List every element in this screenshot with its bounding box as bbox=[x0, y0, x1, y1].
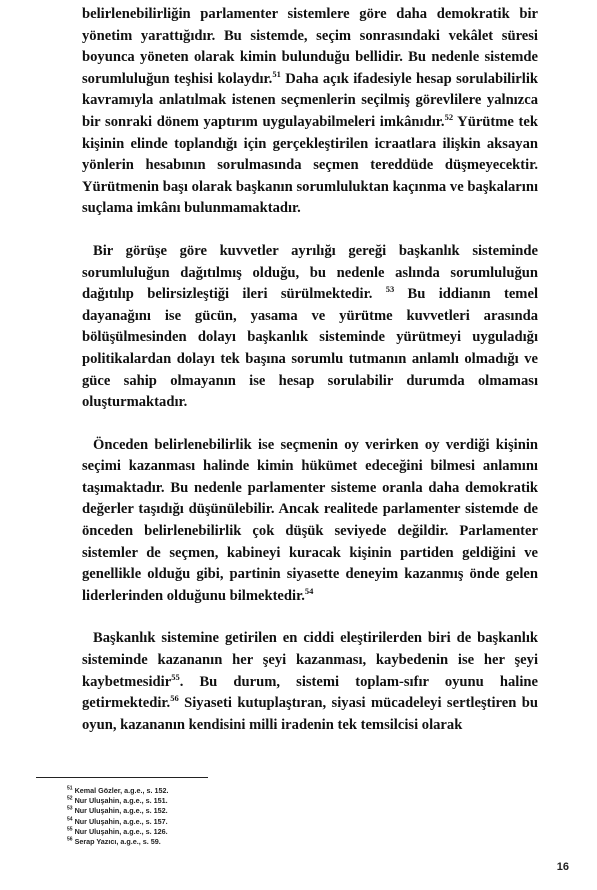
footnote-55 bbox=[67, 827, 168, 837]
footnote-ref: 53 bbox=[385, 284, 395, 295]
footnote-text: Nur Uluşahin, a.g.e., s. 157. bbox=[74, 816, 168, 826]
paragraph-4 bbox=[82, 628, 538, 736]
paragraph-text: Daha açık ifadesiyle hesap sorulabilirlik kavramıyla anlatılmak istenen seçmenlerin seçilmiş görevlilere yalnızca bir sonraki dönem yaptırım uygulayabilmeleri imkânıdır. bbox=[82, 70, 538, 130]
paragraph-text: Bir görüşe göre kuvvetler ayrılığı gereği başkanlık sisteminde sorumluluğun dağıtılmış olduğu, bu nedenle aslında sorumluluğun dağıtılıp belirsizleştiği ileri sürülmektedir. bbox=[82, 242, 538, 303]
footnote-ref: 52 bbox=[444, 112, 454, 123]
paragraph-gap bbox=[82, 414, 538, 435]
footnote-number: 55 bbox=[67, 826, 73, 833]
footnote-53 bbox=[67, 806, 168, 816]
paragraph-text: Yürütme tek kişinin elinde toplandığı için gerçekleştirilen icraatlara ilişkin aksayan yönlerin hesabının sorulmasında seçmen tereddüde düşmeyecektir. Yürütmenin başı olarak başkanın sorumluluktan kaçınma ve başkalarını suçlama imkânı bulunmamaktadır. bbox=[82, 113, 539, 217]
paragraph-gap bbox=[82, 220, 538, 241]
paragraph-gap bbox=[82, 607, 538, 628]
footnote-ref: 51 bbox=[272, 68, 281, 79]
paragraph-text: . Bu durum, sistemi toplam-sıfır oyunu haline getirmektedir. bbox=[82, 673, 538, 712]
paragraph-text: Önceden belirlenebilirlik ise seçmenin oy verirken oy verdiği kişinin seçimi kazanması halinde kimin hükümet edeceğini bilmesi anlamını taşımaktadır. Bu nedenle parlamenter sisteme oranla daha demokratik değerler taşıdığı düşünülebilir. Ancak realitede parlamenter sistemde de önceden belirlenebilirlik çok düşük seviyede değildir. Parlamenter sistemler de seçmen, kabineyi kuracak kişinin partiden geldiğini ve genellikle olduğu gibi, partinin siyasette deneyim kazanmış önde gelen liderlerinden olduğunu bilmektedir. bbox=[82, 436, 538, 604]
footnote-52 bbox=[67, 796, 168, 806]
footnote-ref: 55 bbox=[171, 671, 180, 682]
footnote-separator bbox=[36, 777, 208, 778]
footnote-number: 54 bbox=[67, 816, 73, 823]
footnote-number: 56 bbox=[67, 836, 73, 843]
paragraph-text: Bu iddianın temel dayanağını ise gücün, yasama ve yürütme kuvvetleri arasında bölüşülmesinden dolayı başkanlık sisteminde yürütmeyi uyguladığı politikalardan dolayı tek başına sorumlu tutmanın anlamlı olmadığı ve güce sahip olmayanın ise hesap sorulabilir durumda olmaması oluşturmaktadır. bbox=[82, 286, 538, 411]
paragraph-text: Başkanlık sistemine getirilen en ciddi eleştirilerden biri de başkanlık sisteminde kazananın her şeyi kazanması, kaybedenin ise her şeyi kaybetmesidir bbox=[82, 630, 538, 690]
footnote-text: Serap Yazıcı, a.g.e., s. 59. bbox=[74, 837, 161, 847]
footnote-text: Nur Uluşahin, a.g.e., s. 126. bbox=[74, 826, 168, 836]
footnote-number: 51 bbox=[67, 785, 73, 792]
footnote-ref: 56 bbox=[170, 693, 179, 704]
footnotes bbox=[67, 786, 168, 847]
footnote-56 bbox=[67, 837, 168, 847]
page-body bbox=[82, 4, 538, 736]
footnote-text: Nur Uluşahin, a.g.e., s. 151. bbox=[74, 796, 168, 806]
footnote-number: 52 bbox=[67, 795, 73, 802]
footnote-text: Kemal Gözler, a.g.e., s. 152. bbox=[74, 786, 169, 795]
paragraph-3 bbox=[82, 435, 538, 608]
page-number: 16 bbox=[556, 861, 569, 873]
footnote-ref: 54 bbox=[304, 585, 314, 596]
paragraph-1 bbox=[82, 4, 538, 220]
footnote-51 bbox=[67, 786, 168, 796]
paragraph-2 bbox=[82, 241, 538, 414]
paragraph-text: Siyaseti kutuplaştıran, siyasi mücadeleyi sertleştiren bu oyun, kazananın kendisini milli iradenin tek temsilcisi olarak bbox=[82, 695, 538, 733]
paragraph-text: belirlenebilirliğin parlamenter sistemlere göre daha demokratik bir yönetim yarattığıdır. Bu sistemde, seçim sonrasındaki vekâlet süresi boyunca yöneten olarak kimin bulunduğu bellidir. Bu nedenle sistemde sorumluluğun teşhisi kolaydır. bbox=[82, 6, 538, 87]
footnote-text: Nur Uluşahin, a.g.e., s. 152. bbox=[74, 806, 168, 816]
footnote-number: 53 bbox=[67, 806, 73, 813]
footnote-54 bbox=[67, 817, 168, 827]
